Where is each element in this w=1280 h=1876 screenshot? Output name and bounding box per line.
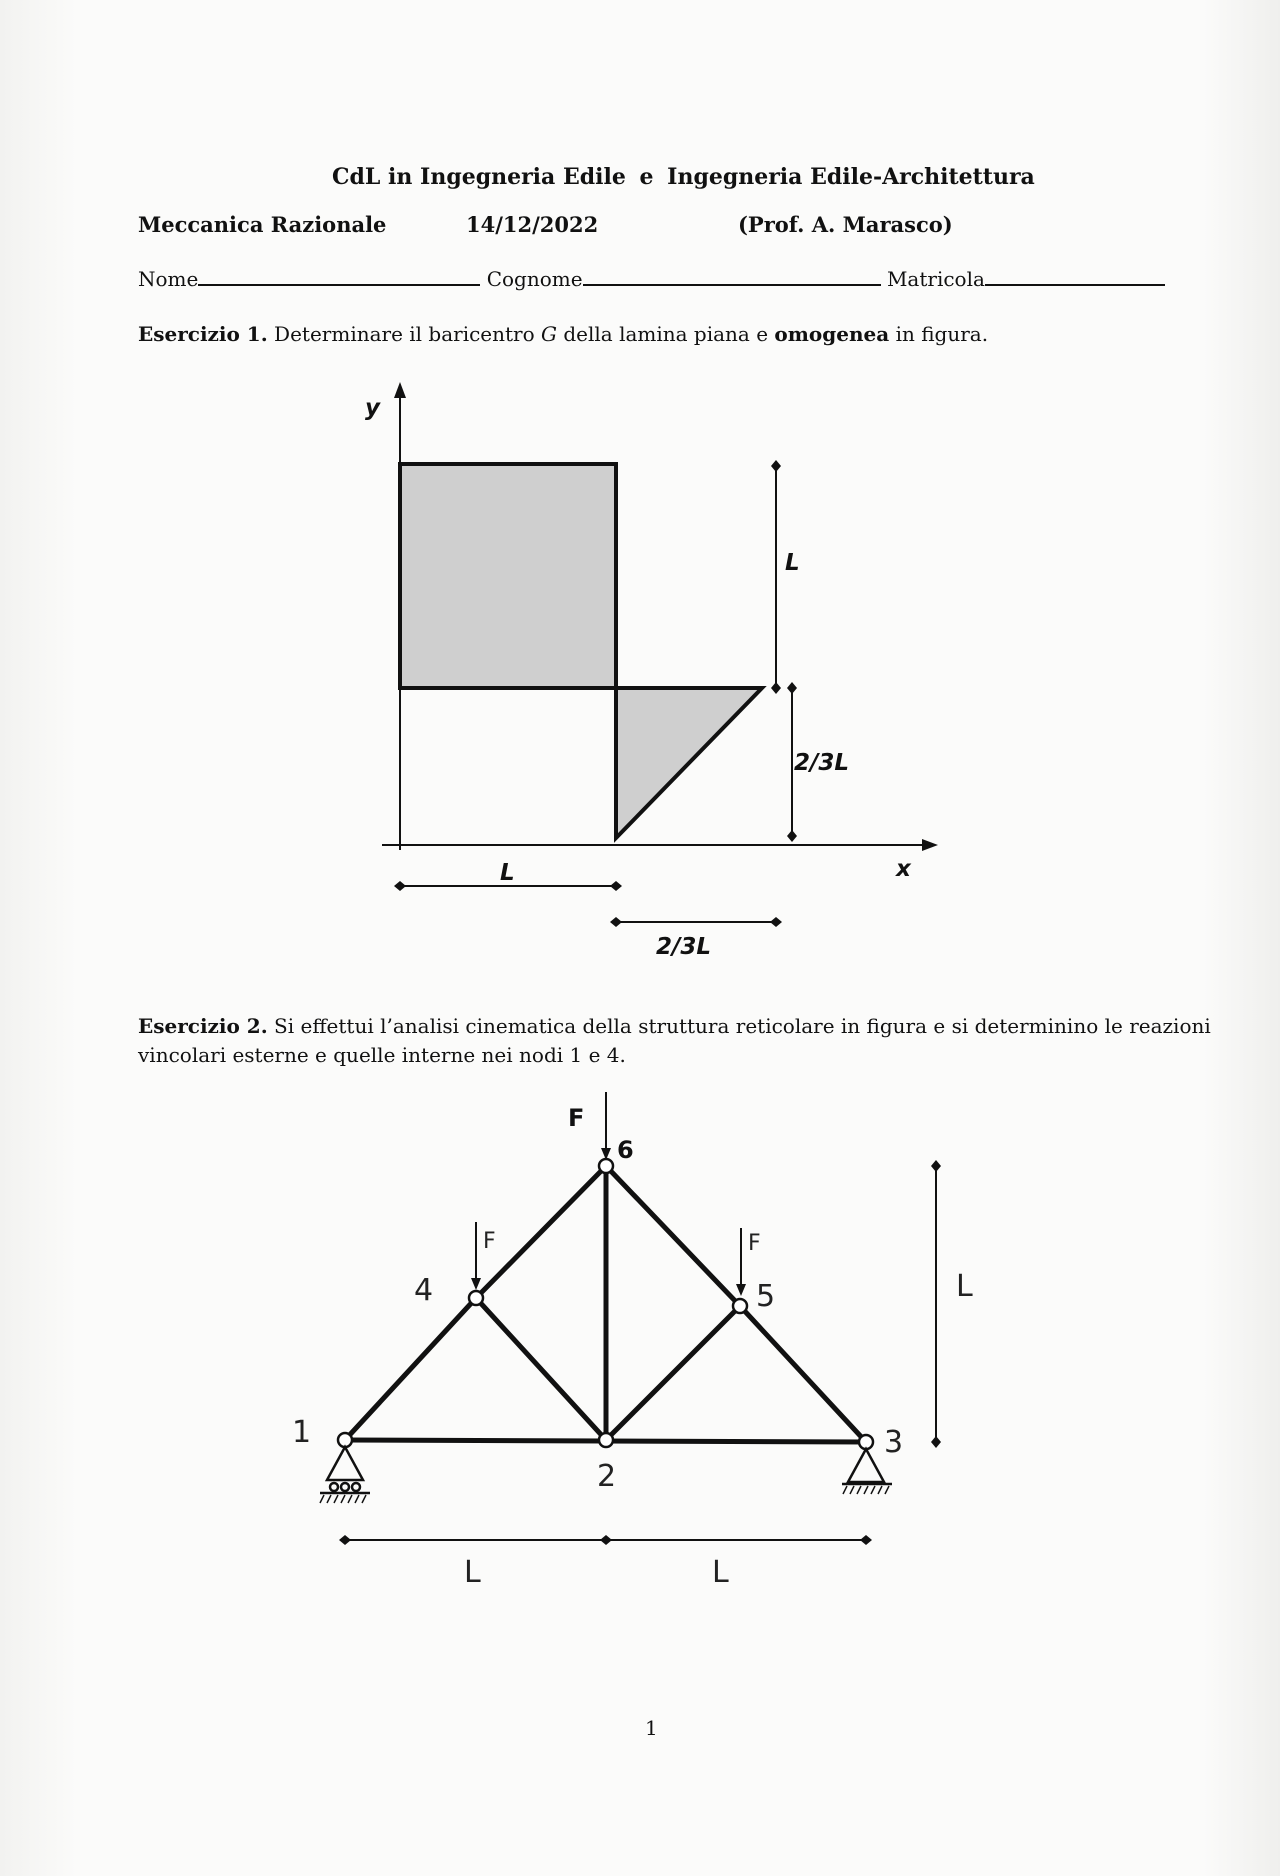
node-4-label: 4 — [414, 1273, 434, 1308]
name-label: Nome — [138, 267, 199, 291]
id-label: Matricola — [886, 267, 985, 291]
dim-square-height: L — [785, 550, 800, 576]
subject-name: Meccanica Razionale — [138, 212, 387, 237]
exam-date: 14/12/2022 — [466, 212, 599, 237]
exercise-2-label: Esercizio 2. — [138, 1014, 268, 1038]
dim-height-label: L — [956, 1269, 973, 1304]
node-5-label: 5 — [756, 1279, 776, 1314]
exercise-2-statement: Esercizio 2. Si effettui l’analisi cinematica della struttura reticolare in figura e si determinino le reazioni vincolari esterne e quelle interne nei nodi 1 e 4. — [138, 1014, 1211, 1067]
surname-label: Cognome — [486, 267, 583, 291]
dim-right-label: L — [712, 1555, 729, 1590]
dim-triangle-width: 2/3L — [656, 934, 712, 960]
node-4 — [469, 1291, 483, 1305]
node-6 — [599, 1159, 613, 1173]
force-left-label: F — [483, 1229, 496, 1254]
dim-triangle-height: 2/3L — [794, 750, 850, 776]
node-5 — [733, 1299, 747, 1313]
dim-square-width: L — [500, 860, 515, 886]
page-number: 1 — [645, 1716, 658, 1740]
exercise-1-label: Esercizio 1. — [138, 322, 268, 346]
y-axis-label: y — [365, 395, 380, 421]
roller-support — [320, 1447, 370, 1503]
course-title: CdL in Ingegneria Edile e Ingegneria Edile-Architettura — [332, 164, 1035, 190]
exercise-1-statement: Esercizio 1. Determinare il baricentro G della lamina piana e omogenea in figura. — [138, 322, 989, 346]
force-right-label: F — [748, 1231, 761, 1256]
node-2 — [599, 1433, 613, 1447]
professor-name: (Prof. A. Marasco) — [738, 212, 953, 237]
dim-left-label: L — [464, 1555, 481, 1590]
node-1-label: 1 — [292, 1415, 312, 1450]
x-axis-label: x — [896, 856, 911, 882]
node-6-label: 6 — [617, 1136, 634, 1164]
node-3-label: 3 — [884, 1425, 904, 1460]
node-2-label: 2 — [597, 1459, 617, 1494]
force-top-label: F — [568, 1104, 585, 1132]
